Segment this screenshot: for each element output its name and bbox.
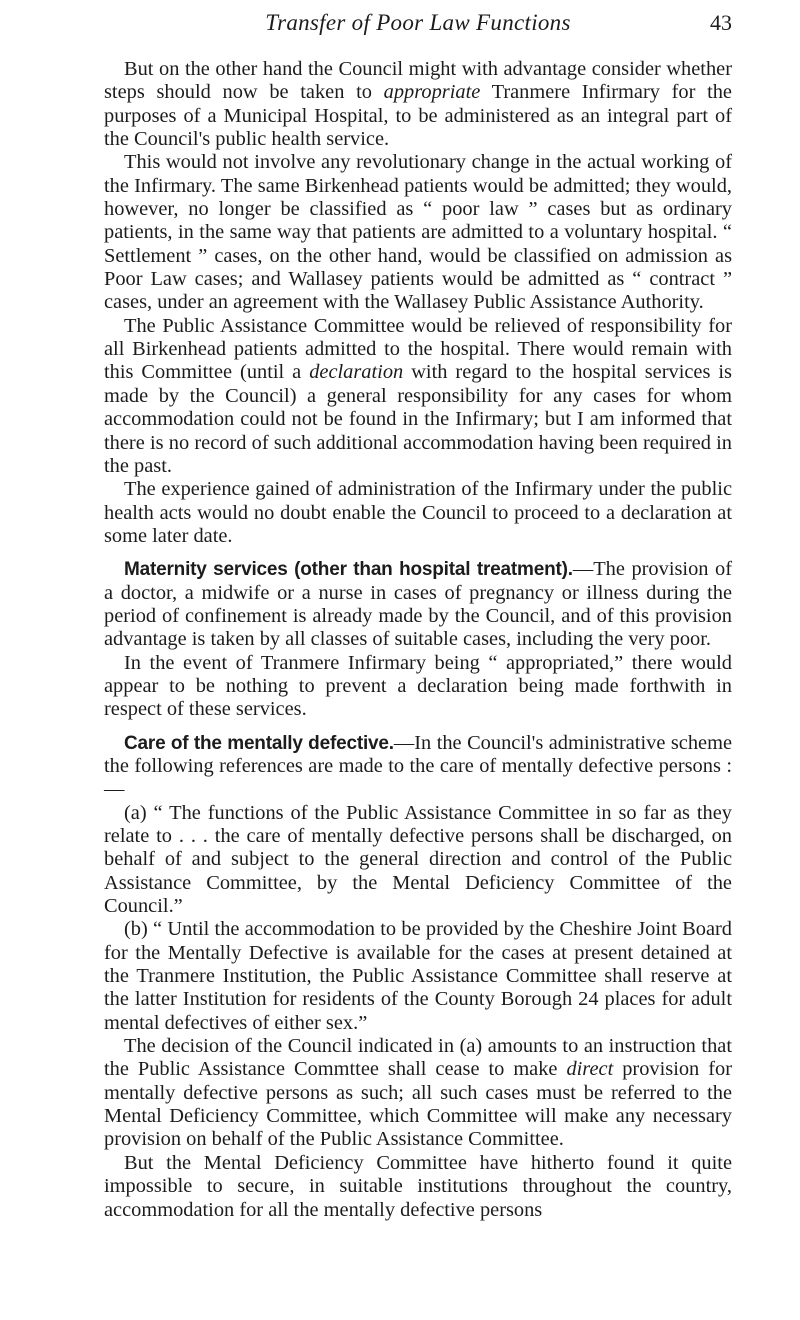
text-run: —In the Council's administrative scheme the following references are made to the care of mentally defective persons :—: [104, 731, 732, 801]
paragraph: [104, 732, 732, 802]
page-header: [104, 0, 732, 58]
text-run: But on the other hand the Council might with advantage consider whether steps should now be taken to: [104, 58, 732, 104]
text-run: The experience gained of administration of the Infirmary under the public health acts would no doubt enable the Council to proceed to a declaration at some later date.: [104, 478, 732, 547]
section-heading: Care of the mentally defective.: [124, 732, 394, 754]
text-run: (b) “ Until the accommodation to be provided by the Cheshire Joint Board for the Mentally Defective is available for the cases at present detained at the Tranmere Institution, the Public Assistance Committee shall reserve at the latter Institution for residents of the County Borough 24 places for adult mental defectives of either sex.”: [104, 918, 732, 1034]
running-title: Transfer of Poor Law Functions: [265, 10, 571, 35]
text-run: provision for mentally defective persons as such; all such cases must be referred to the Mental Deficiency Committee, which Committee will make any necessary provision on behalf of the Public Assistance Committee.: [104, 1058, 732, 1151]
italic-term: declaration: [309, 361, 404, 384]
paragraph: [104, 918, 732, 1035]
text-run: (a) “ The functions of the Public Assistance Committee in so far as they relate to . . . the care of mentally defective persons shall be discharged, on behalf of and subject to the general direction and control of the Public Assistance Committee, by the Mental Deficiency Committee of the Council.”: [104, 801, 732, 918]
text-run: In the event of Tranmere Infirmary being “ appropriated,” there would appear to be nothing to prevent a declaration being made forthwith in respect of these services.: [104, 651, 732, 721]
paragraph: [104, 802, 732, 919]
text-run: Tranmere Infirmary for the purposes of a Municipal Hospital, to be administered as an integral part of the Council's public health service.: [104, 81, 732, 151]
body-text: [104, 58, 732, 1222]
section-heading: Maternity services (other than hospital treatment).: [124, 559, 573, 581]
italic-term: appropriate: [383, 81, 481, 104]
text-run: —The provision of a doctor, a midwife or a nurse in cases of pregnancy or illness during the period of confinement is already made by the Council, and of this provision advantage is taken by all classes of suitable cases, including the very poor.: [104, 558, 732, 651]
paragraph: [104, 1152, 732, 1222]
text-run: But the Mental Deficiency Committee have hitherto found it quite impossible to secure, in suitable institutions throughout the country, accommodation for all the mentally defective persons: [104, 1151, 732, 1221]
paragraph: [104, 558, 732, 651]
paragraph: [104, 478, 732, 548]
paragraph: [104, 1035, 732, 1152]
paragraph: [104, 315, 732, 478]
paragraph: [104, 652, 732, 722]
text-run: This would not involve any revolutionary change in the actual working of the Infirmary. The same Birkenhead patients would be admitted; they would, however, no longer be classified as “ poor law ” cases but as ordinary patients, in the same way that patients are admitted to a voluntary hospital. “ Settlement ” cases, on the other hand, would be classified on admission as Poor Law cases; and Wallasey patients would be admitted as “ contract ” cases, under an agreement with the Wallasey Public Assistance Authority.: [104, 151, 732, 314]
paragraph: [104, 58, 732, 151]
text-run: The Public Assistance Committee would be relieved of responsibility for all Birkenhead patients admitted to the hospital. There would remain with this Committee (until a: [104, 314, 732, 384]
text-run: with regard to the hospital services is made by the Council) a general responsibility for any cases for whom accommodation could not be found in the Infirmary; but I am informed that there is no record of such additional accommodation having been required in the past.: [104, 361, 732, 477]
text-run: The decision of the Council indicated in (a) amounts to an instruction that the Public Assistance Commttee shall cease to make: [104, 1035, 732, 1081]
italic-term: direct: [566, 1058, 614, 1081]
page-number: 43: [710, 10, 732, 35]
paragraph: [104, 151, 732, 314]
